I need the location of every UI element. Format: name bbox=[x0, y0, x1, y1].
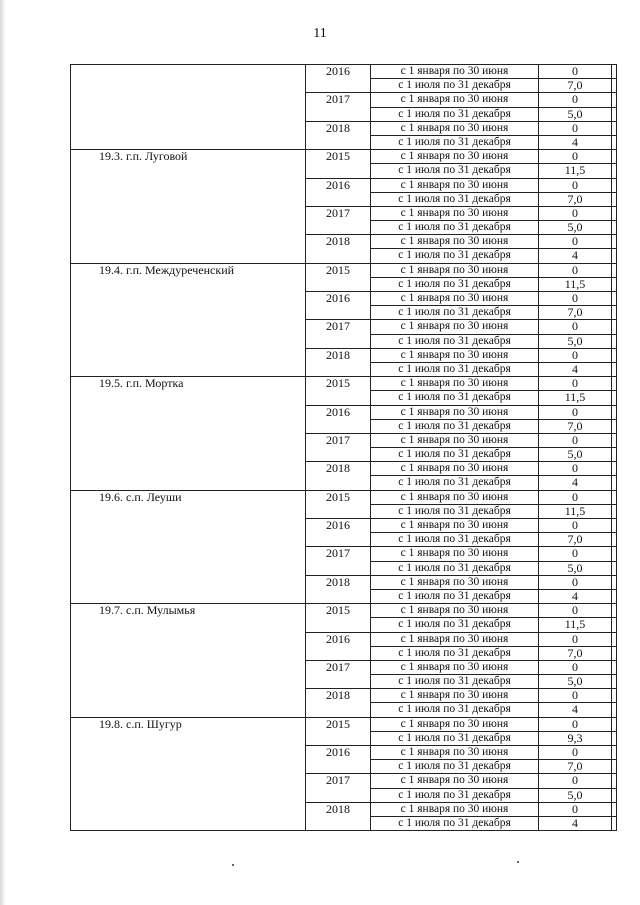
table-row bbox=[71, 604, 617, 618]
year-cell: 2018 bbox=[306, 689, 371, 717]
period-cell: с 1 июля по 31 декабря bbox=[371, 249, 539, 263]
extra-cell bbox=[612, 604, 617, 618]
value-cell: 0 bbox=[539, 462, 612, 476]
extra-cell bbox=[612, 79, 617, 93]
period-cell: с 1 июля по 31 декабря bbox=[371, 476, 539, 490]
period-cell: с 1 июля по 31 декабря bbox=[371, 135, 539, 149]
year-cell: 2017 bbox=[306, 320, 371, 348]
period-cell: с 1 июля по 31 декабря bbox=[371, 419, 539, 433]
extra-cell bbox=[612, 192, 617, 206]
period-cell: с 1 января по 30 июня bbox=[371, 462, 539, 476]
year-cell: 2015 bbox=[306, 377, 371, 405]
value-cell: 0 bbox=[539, 348, 612, 362]
period-cell: с 1 июля по 31 декабря bbox=[371, 533, 539, 547]
value-cell: 4 bbox=[539, 135, 612, 149]
period-cell: с 1 июля по 31 декабря bbox=[371, 618, 539, 632]
extra-cell bbox=[612, 675, 617, 689]
extra-cell bbox=[612, 717, 617, 731]
extra-cell bbox=[612, 462, 617, 476]
settlement-cell: 19.5. г.п. Мортка bbox=[71, 377, 306, 491]
extra-cell bbox=[612, 405, 617, 419]
extra-cell bbox=[612, 292, 617, 306]
period-cell: с 1 июля по 31 декабря bbox=[371, 164, 539, 178]
value-cell: 0 bbox=[539, 292, 612, 306]
table-row bbox=[71, 490, 617, 504]
settlement-cell: 19.4. г.п. Междуреченский bbox=[71, 263, 306, 377]
settlement-cell: 19.8. с.п. Шугур bbox=[71, 717, 306, 831]
year-cell: 2016 bbox=[306, 292, 371, 320]
value-cell: 5,0 bbox=[539, 334, 612, 348]
extra-cell bbox=[612, 377, 617, 391]
value-cell: 7,0 bbox=[539, 533, 612, 547]
year-cell: 2015 bbox=[306, 263, 371, 291]
settlement-cell bbox=[71, 65, 306, 150]
extra-cell bbox=[612, 164, 617, 178]
extra-cell bbox=[612, 788, 617, 802]
value-cell: 0 bbox=[539, 377, 612, 391]
period-cell: с 1 января по 30 июня bbox=[371, 235, 539, 249]
period-cell: с 1 января по 30 июня bbox=[371, 178, 539, 192]
settlement-cell: 19.6. с.п. Леуши bbox=[71, 490, 306, 604]
period-cell: с 1 января по 30 июня bbox=[371, 377, 539, 391]
year-cell: 2015 bbox=[306, 490, 371, 518]
period-cell: с 1 января по 30 июня bbox=[371, 604, 539, 618]
page-number: 11 bbox=[313, 26, 327, 41]
settlement-cell: 19.7. с.п. Мулымья bbox=[71, 604, 306, 718]
period-cell: с 1 июля по 31 декабря bbox=[371, 277, 539, 291]
period-cell: с 1 июля по 31 декабря bbox=[371, 646, 539, 660]
extra-cell bbox=[612, 561, 617, 575]
value-cell: 0 bbox=[539, 547, 612, 561]
period-cell: с 1 января по 30 июня bbox=[371, 632, 539, 646]
period-cell: с 1 июля по 31 декабря bbox=[371, 788, 539, 802]
extra-cell bbox=[612, 731, 617, 745]
year-cell: 2016 bbox=[306, 178, 371, 206]
year-cell: 2018 bbox=[306, 462, 371, 490]
year-cell: 2017 bbox=[306, 774, 371, 802]
period-cell: с 1 января по 30 июня bbox=[371, 320, 539, 334]
period-cell: с 1 июля по 31 декабря bbox=[371, 334, 539, 348]
value-cell: 5,0 bbox=[539, 107, 612, 121]
value-cell: 0 bbox=[539, 802, 612, 816]
value-cell: 0 bbox=[539, 206, 612, 220]
tariff-table bbox=[70, 64, 617, 831]
period-cell: с 1 июля по 31 декабря bbox=[371, 703, 539, 717]
value-cell: 7,0 bbox=[539, 192, 612, 206]
extra-cell bbox=[612, 433, 617, 447]
period-cell: с 1 января по 30 июня bbox=[371, 93, 539, 107]
value-cell: 7,0 bbox=[539, 79, 612, 93]
extra-cell bbox=[612, 816, 617, 830]
period-cell: с 1 июля по 31 декабря bbox=[371, 589, 539, 603]
value-cell: 0 bbox=[539, 632, 612, 646]
value-cell: 11,5 bbox=[539, 504, 612, 518]
extra-cell bbox=[612, 107, 617, 121]
value-cell: 0 bbox=[539, 774, 612, 788]
value-cell: 5,0 bbox=[539, 221, 612, 235]
year-cell: 2018 bbox=[306, 121, 371, 149]
value-cell: 0 bbox=[539, 490, 612, 504]
year-cell: 2018 bbox=[306, 235, 371, 263]
extra-cell bbox=[612, 121, 617, 135]
value-cell: 0 bbox=[539, 235, 612, 249]
period-cell: с 1 июля по 31 декабря bbox=[371, 504, 539, 518]
value-cell: 0 bbox=[539, 263, 612, 277]
value-cell: 11,5 bbox=[539, 618, 612, 632]
period-cell: с 1 июля по 31 декабря bbox=[371, 79, 539, 93]
year-cell: 2017 bbox=[306, 433, 371, 461]
extra-cell bbox=[612, 760, 617, 774]
year-cell: 2015 bbox=[306, 150, 371, 178]
extra-cell bbox=[612, 490, 617, 504]
value-cell: 0 bbox=[539, 65, 612, 79]
extra-cell bbox=[612, 320, 617, 334]
extra-cell bbox=[612, 93, 617, 107]
period-cell: с 1 января по 30 июня bbox=[371, 433, 539, 447]
extra-cell bbox=[612, 547, 617, 561]
year-cell: 2018 bbox=[306, 802, 371, 830]
extra-cell bbox=[612, 419, 617, 433]
extra-cell bbox=[612, 221, 617, 235]
period-cell: с 1 января по 30 июня bbox=[371, 206, 539, 220]
value-cell: 7,0 bbox=[539, 760, 612, 774]
extra-cell bbox=[612, 362, 617, 376]
value-cell: 0 bbox=[539, 575, 612, 589]
extra-cell bbox=[612, 660, 617, 674]
period-cell: с 1 июля по 31 декабря bbox=[371, 448, 539, 462]
period-cell: с 1 июля по 31 декабря bbox=[371, 107, 539, 121]
extra-cell bbox=[612, 632, 617, 646]
period-cell: с 1 июля по 31 декабря bbox=[371, 731, 539, 745]
value-cell: 0 bbox=[539, 320, 612, 334]
extra-cell bbox=[612, 575, 617, 589]
year-cell: 2016 bbox=[306, 746, 371, 774]
extra-cell bbox=[612, 277, 617, 291]
extra-cell bbox=[612, 178, 617, 192]
value-cell: 7,0 bbox=[539, 306, 612, 320]
period-cell: с 1 января по 30 июня bbox=[371, 150, 539, 164]
extra-cell bbox=[612, 65, 617, 79]
extra-cell bbox=[612, 476, 617, 490]
value-cell: 4 bbox=[539, 476, 612, 490]
period-cell: с 1 января по 30 июня bbox=[371, 519, 539, 533]
value-cell: 11,5 bbox=[539, 164, 612, 178]
period-cell: с 1 июля по 31 декабря bbox=[371, 816, 539, 830]
table-row bbox=[71, 65, 617, 79]
period-cell: с 1 января по 30 июня bbox=[371, 65, 539, 79]
period-cell: с 1 января по 30 июня bbox=[371, 490, 539, 504]
value-cell: 5,0 bbox=[539, 561, 612, 575]
period-cell: с 1 января по 30 июня bbox=[371, 547, 539, 561]
value-cell: 4 bbox=[539, 816, 612, 830]
extra-cell bbox=[612, 391, 617, 405]
period-cell: с 1 июля по 31 декабря bbox=[371, 391, 539, 405]
settlement-cell: 19.3. г.п. Луговой bbox=[71, 150, 306, 264]
period-cell: с 1 января по 30 июня bbox=[371, 121, 539, 135]
period-cell: с 1 января по 30 июня bbox=[371, 660, 539, 674]
extra-cell bbox=[612, 249, 617, 263]
value-cell: 4 bbox=[539, 249, 612, 263]
value-cell: 5,0 bbox=[539, 675, 612, 689]
period-cell: с 1 июля по 31 декабря bbox=[371, 306, 539, 320]
extra-cell bbox=[612, 746, 617, 760]
table-row bbox=[71, 263, 617, 277]
value-cell: 0 bbox=[539, 604, 612, 618]
value-cell: 0 bbox=[539, 660, 612, 674]
year-cell: 2016 bbox=[306, 632, 371, 660]
year-cell: 2016 bbox=[306, 519, 371, 547]
year-cell: 2015 bbox=[306, 604, 371, 632]
tariff-table-body bbox=[71, 65, 617, 831]
extra-cell bbox=[612, 348, 617, 362]
year-cell: 2017 bbox=[306, 660, 371, 688]
year-cell: 2018 bbox=[306, 575, 371, 603]
value-cell: 0 bbox=[539, 121, 612, 135]
extra-cell bbox=[612, 235, 617, 249]
year-cell: 2016 bbox=[306, 405, 371, 433]
value-cell: 11,5 bbox=[539, 277, 612, 291]
period-cell: с 1 января по 30 июня bbox=[371, 405, 539, 419]
table-row bbox=[71, 717, 617, 731]
year-cell: 2017 bbox=[306, 547, 371, 575]
period-cell: с 1 января по 30 июня bbox=[371, 263, 539, 277]
period-cell: с 1 июля по 31 декабря bbox=[371, 362, 539, 376]
period-cell: с 1 января по 30 июня bbox=[371, 292, 539, 306]
year-cell: 2016 bbox=[306, 65, 371, 93]
value-cell: 4 bbox=[539, 362, 612, 376]
extra-cell bbox=[612, 774, 617, 788]
extra-cell bbox=[612, 519, 617, 533]
year-cell: 2017 bbox=[306, 206, 371, 234]
period-cell: с 1 января по 30 июня bbox=[371, 348, 539, 362]
value-cell: 0 bbox=[539, 519, 612, 533]
table-row bbox=[71, 377, 617, 391]
scan-speck bbox=[517, 861, 519, 863]
scan-speck bbox=[232, 864, 234, 866]
period-cell: с 1 июля по 31 декабря bbox=[371, 221, 539, 235]
extra-cell bbox=[612, 206, 617, 220]
value-cell: 9,3 bbox=[539, 731, 612, 745]
scan-page-edge bbox=[0, 0, 6, 905]
extra-cell bbox=[612, 306, 617, 320]
value-cell: 4 bbox=[539, 703, 612, 717]
value-cell: 0 bbox=[539, 405, 612, 419]
period-cell: с 1 июля по 31 декабря bbox=[371, 192, 539, 206]
extra-cell bbox=[612, 689, 617, 703]
value-cell: 0 bbox=[539, 746, 612, 760]
value-cell: 7,0 bbox=[539, 419, 612, 433]
extra-cell bbox=[612, 263, 617, 277]
extra-cell bbox=[612, 589, 617, 603]
value-cell: 0 bbox=[539, 93, 612, 107]
value-cell: 0 bbox=[539, 150, 612, 164]
value-cell: 11,5 bbox=[539, 391, 612, 405]
year-cell: 2017 bbox=[306, 93, 371, 121]
value-cell: 0 bbox=[539, 689, 612, 703]
extra-cell bbox=[612, 646, 617, 660]
period-cell: с 1 января по 30 июня bbox=[371, 802, 539, 816]
year-cell: 2018 bbox=[306, 348, 371, 376]
period-cell: с 1 января по 30 июня bbox=[371, 746, 539, 760]
extra-cell bbox=[612, 703, 617, 717]
period-cell: с 1 июля по 31 декабря bbox=[371, 760, 539, 774]
period-cell: с 1 января по 30 июня bbox=[371, 689, 539, 703]
period-cell: с 1 января по 30 июня bbox=[371, 575, 539, 589]
period-cell: с 1 января по 30 июня bbox=[371, 774, 539, 788]
extra-cell bbox=[612, 150, 617, 164]
value-cell: 0 bbox=[539, 178, 612, 192]
period-cell: с 1 июля по 31 декабря bbox=[371, 675, 539, 689]
period-cell: с 1 июля по 31 декабря bbox=[371, 561, 539, 575]
value-cell: 5,0 bbox=[539, 448, 612, 462]
extra-cell bbox=[612, 448, 617, 462]
extra-cell bbox=[612, 802, 617, 816]
value-cell: 0 bbox=[539, 717, 612, 731]
period-cell: с 1 января по 30 июня bbox=[371, 717, 539, 731]
extra-cell bbox=[612, 504, 617, 518]
extra-cell bbox=[612, 533, 617, 547]
extra-cell bbox=[612, 334, 617, 348]
value-cell: 4 bbox=[539, 589, 612, 603]
value-cell: 7,0 bbox=[539, 646, 612, 660]
extra-cell bbox=[612, 618, 617, 632]
value-cell: 0 bbox=[539, 433, 612, 447]
year-cell: 2015 bbox=[306, 717, 371, 745]
value-cell: 5,0 bbox=[539, 788, 612, 802]
extra-cell bbox=[612, 135, 617, 149]
table-row bbox=[71, 150, 617, 164]
